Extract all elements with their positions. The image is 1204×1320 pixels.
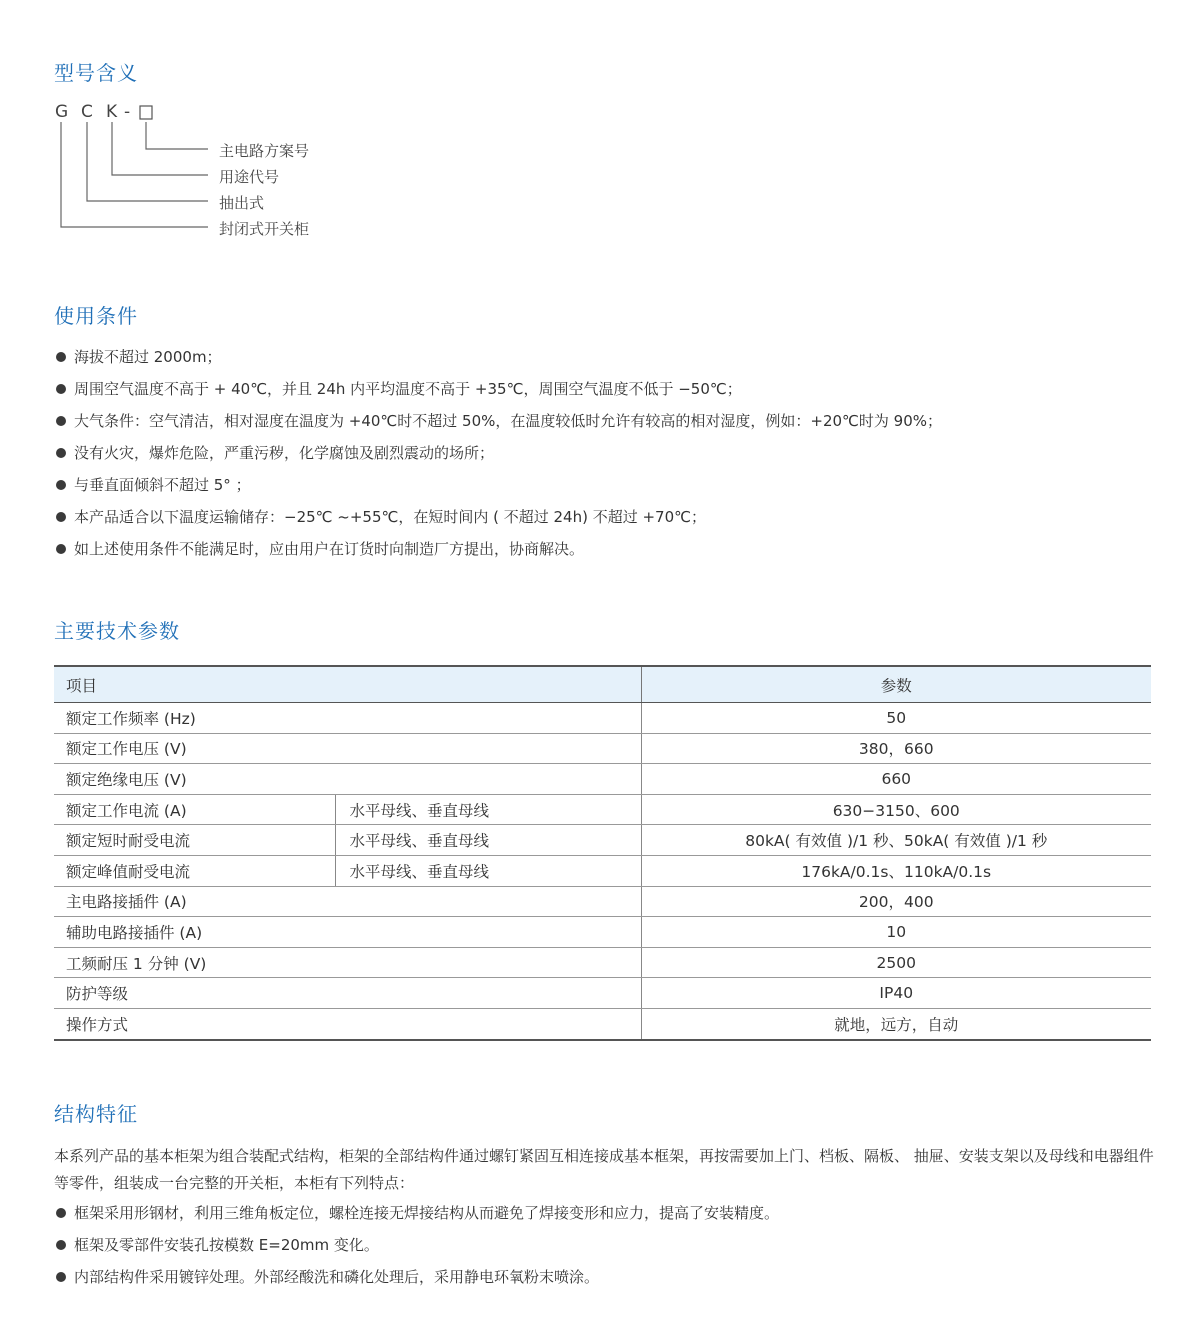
list-item-text: 没有火灾，爆炸危险，严重污秽，化学腐蚀及剧烈震动的场所； <box>74 444 495 462</box>
model-code-diagram <box>0 0 230 240</box>
list-item <box>54 1267 779 1299</box>
bullet-icon <box>56 1240 66 1250</box>
cell-value: 50 <box>641 703 1151 734</box>
table-row <box>54 764 1151 795</box>
section-title-parameters: 主要技术参数 <box>54 619 180 643</box>
list-item-text: 如上述使用条件不能满足时，应由用户在订货时向制造厂方提出，协商解决。 <box>74 540 585 558</box>
table-row <box>54 855 1151 886</box>
cell-item: 主电路接插件 (A) <box>54 886 641 917</box>
bracket-line-3 <box>87 122 208 201</box>
placeholder-box <box>140 106 152 119</box>
section-title-conditions: 使用条件 <box>54 304 138 328</box>
label-drawout: 抽出式 <box>219 194 265 212</box>
list-item <box>54 411 942 443</box>
structure-paragraph: 本系列产品的基本柜架为组合装配式结构，柜架的全部结构件通过螺钉紧固互相连接成基本框架，再按需要加上门、档板、隔板、 抽屉、安装支架以及母线和电器组件等零件，组装成一台完整的开关柜，本柜有下列特点： <box>54 1147 1154 1192</box>
bullet-icon <box>56 480 66 490</box>
cell-item: 额定峰值耐受电流 <box>54 855 335 886</box>
list-item <box>54 1203 779 1235</box>
bullet-icon <box>56 512 66 522</box>
cell-sub: 水平母线、垂直母线 <box>335 794 641 825</box>
bullet-icon <box>56 448 66 458</box>
table-row <box>54 825 1151 856</box>
list-item <box>54 379 942 411</box>
cell-sub: 水平母线、垂直母线 <box>335 825 641 856</box>
cell-item: 额定工作频率 (Hz) <box>54 703 641 734</box>
bullet-icon <box>56 384 66 394</box>
list-item <box>54 443 942 475</box>
bullet-icon <box>56 416 66 426</box>
cell-value: 2500 <box>641 947 1151 978</box>
cell-item: 防护等级 <box>54 978 641 1009</box>
section-title-structure: 结构特征 <box>54 1102 138 1126</box>
code-letter-k: K <box>106 102 118 122</box>
table-row <box>54 917 1151 948</box>
list-item-text: 框架及零部件安装孔按模数 E=20mm 变化。 <box>74 1236 379 1254</box>
cell-item: 额定绝缘电压 (V) <box>54 764 641 795</box>
conditions-list <box>54 347 942 571</box>
cell-item: 辅助电路接插件 (A) <box>54 917 641 948</box>
list-item-text: 大气条件：空气清洁，相对湿度在温度为 +40℃时不超过 50%，在温度较低时允许有较高的相对湿度，例如：+20℃时为 90%； <box>74 412 942 430</box>
table-row <box>54 978 1151 1009</box>
label-usage-code: 用途代号 <box>219 168 280 186</box>
table-header-row <box>54 666 1151 703</box>
header-item: 项目 <box>54 666 641 703</box>
cell-value: 10 <box>641 917 1151 948</box>
list-item-text: 周围空气温度不高于 + 40℃，并且 24h 内平均温度不高于 +35℃，周围空气温度不低于 −50℃； <box>74 380 742 398</box>
label-enclosed-switchgear: 封闭式开关柜 <box>219 220 310 238</box>
cell-value: 80kA( 有效值 )/1 秒、50kA( 有效值 )/1 秒 <box>641 825 1151 856</box>
list-item <box>54 507 942 539</box>
bullet-icon <box>56 544 66 554</box>
list-item-text: 海拔不超过 2000m； <box>74 348 222 366</box>
cell-item: 工频耐压 1 分钟 (V) <box>54 947 641 978</box>
cell-value: 176kA/0.1s、110kA/0.1s <box>641 855 1151 886</box>
cell-value: 200，400 <box>641 886 1151 917</box>
list-item <box>54 539 942 571</box>
code-letter-c: C <box>81 102 93 122</box>
parameters-table <box>54 665 1151 1041</box>
section-title-model: 型号含义 <box>54 61 138 85</box>
table-row <box>54 1008 1151 1039</box>
header-value: 参数 <box>641 666 1151 703</box>
cell-item: 额定工作电流 (A) <box>54 794 335 825</box>
code-letter-g: G <box>55 102 69 122</box>
code-letter-dash: - <box>124 102 131 122</box>
cell-item: 额定工作电压 (V) <box>54 733 641 764</box>
cell-item: 操作方式 <box>54 1008 641 1039</box>
cell-value: 380，660 <box>641 733 1151 764</box>
table-row <box>54 794 1151 825</box>
list-item-text: 内部结构件采用镀锌处理。外部经酸洗和磷化处理后，采用静电环氧粉末喷涂。 <box>74 1268 600 1286</box>
structure-features-list <box>54 1203 779 1299</box>
cell-sub: 水平母线、垂直母线 <box>335 855 641 886</box>
label-main-circuit-scheme: 主电路方案号 <box>219 142 310 160</box>
cell-value: 630−3150、600 <box>641 794 1151 825</box>
bullet-icon <box>56 1208 66 1218</box>
list-item <box>54 347 942 379</box>
bullet-icon <box>56 352 66 362</box>
bracket-line-1 <box>146 122 208 149</box>
table-row <box>54 733 1151 764</box>
cell-value: 660 <box>641 764 1151 795</box>
list-item <box>54 1235 779 1267</box>
bullet-icon <box>56 1272 66 1282</box>
list-item-text: 与垂直面倾斜不超过 5° ； <box>74 476 251 494</box>
list-item-text: 框架采用形钢材，利用三维角板定位，螺栓连接无焊接结构从而避免了焊接变形和应力，提高了安装精度。 <box>74 1204 780 1222</box>
cell-item: 额定短时耐受电流 <box>54 825 335 856</box>
table-row <box>54 703 1151 734</box>
cell-value: 就地，远方，自动 <box>641 1008 1151 1039</box>
cell-value: IP40 <box>641 978 1151 1009</box>
table-row <box>54 947 1151 978</box>
table-row <box>54 886 1151 917</box>
list-item <box>54 475 942 507</box>
list-item-text: 本产品适合以下温度运输储存：−25℃ ~+55℃，在短时间内 ( 不超过 24h) 不超过 +70℃； <box>74 508 706 526</box>
